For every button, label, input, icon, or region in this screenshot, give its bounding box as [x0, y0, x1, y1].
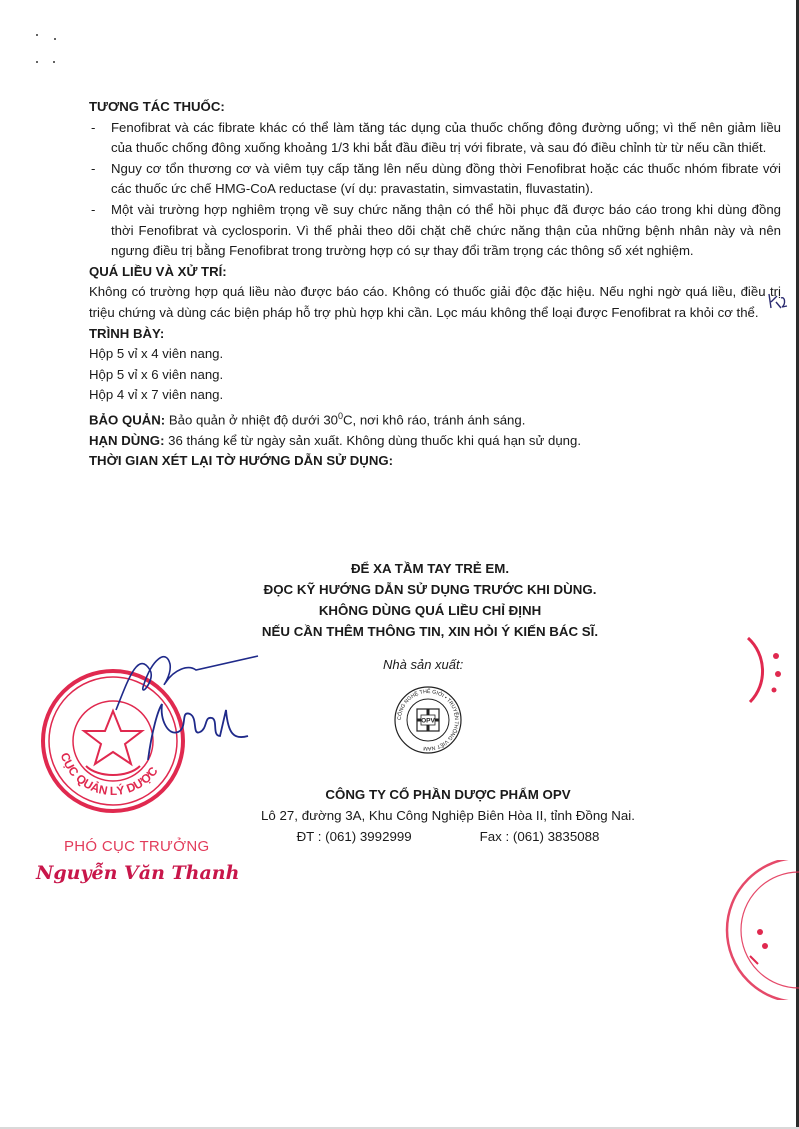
- svg-text:OPV: OPV: [421, 717, 435, 725]
- interaction-item: - Một vài trường hợp nghiêm trọng về suy chức năng thận có thể hồi phục đã được báo cáo trong khi dùng đồng thời Fenofibrat và cyclosporin. Vì thế phải theo dõi chặt chẽ chức năng thận của những bệnh nhân này và nên ngưng điều trị bằng Fenofibrat trong trường hợp có sự thay đổi trầm trọng các thông số xét nghiệm.: [91, 201, 781, 259]
- warning-line: ĐỂ XA TẦM TAY TRẺ EM.: [350, 561, 510, 576]
- package-item: Hộp 5 vỉ x 4 viên nang.: [89, 346, 224, 362]
- expiry-label: HẠN DÙNG:: [89, 432, 165, 448]
- partial-red-stamp-bottom: [650, 860, 799, 1000]
- manufacturer-label: Nhà sản xuất:: [383, 657, 464, 672]
- storage-text-end: C, nơi khô ráo, tránh ánh sáng.: [343, 412, 526, 428]
- expiry-text: 36 tháng kể từ ngày sản xuất. Không dùng thuốc khi quá hạn sử dụng.: [168, 432, 581, 448]
- bullet-dash: -: [91, 160, 96, 176]
- svg-text:CỤC QUẢN LÝ DƯỢC: CỤC QUẢN LÝ DƯỢC: [57, 750, 161, 799]
- approver-name: Nguyễn Văn Thanh: [36, 862, 240, 884]
- handwritten-margin-mark: [765, 290, 789, 312]
- company-contact: [248, 826, 648, 847]
- bullet-dash: -: [91, 201, 96, 217]
- scan-speck: [36, 61, 38, 63]
- approver-title: PHÓ CỤC TRƯỞNG: [64, 838, 210, 855]
- expiry-line: [89, 431, 781, 452]
- scan-speck: [36, 34, 38, 36]
- scan-speck: [54, 38, 56, 40]
- interaction-item: - Nguy cơ tổn thương cơ và viêm tụy cấp tăng lên nếu dùng đồng thời Fenofibrat hoặc các thuốc nhóm fibrate với các thuốc ức chế HMG-CoA reductase (ví dụ: pravastatin, simvastatin, fluvastatin).: [91, 160, 781, 197]
- opv-logo: [392, 684, 464, 756]
- overdose-heading: QUÁ LIỀU VÀ XỬ TRÍ:: [89, 263, 227, 279]
- warning-block: [240, 558, 620, 642]
- manufacturer-info: [248, 784, 648, 847]
- svg-text:CÔNG NGHỆ THẾ GIỚI • TRUYỀN TH: CÔNG NGHỆ THẾ GIỚI • TRUYỀN THỐNG VIỆT NAM: [396, 688, 460, 752]
- bullet-dash: -: [91, 119, 96, 135]
- storage-degree: 0: [337, 410, 343, 421]
- overdose-text: Không có trường hợp quá liều nào được báo cáo. Không có thuốc giải độc đặc hiệu. Nếu nghi ngờ quá liều, điều trị triệu chứng và dùng các biện pháp hỗ trợ phù hợp khi cần. Lọc máu không thể loại được Fenofibrat ra khỏi cơ thể.: [89, 284, 781, 320]
- company-phone: ĐT : (061) 3992999: [296, 829, 412, 844]
- partial-red-stamp-top: [726, 634, 799, 704]
- warning-line: NẾU CẦN THÊM THÔNG TIN, XIN HỎI Ý KIẾN BÁC SĨ.: [261, 624, 599, 639]
- company-fax: Fax : (061) 3835088: [479, 829, 600, 844]
- interaction-item: - Fenofibrat và các fibrate khác có thể làm tăng tác dụng của thuốc chống đông đường uống; vì thế nên giảm liều của thuốc chống đông xuống khoảng 1/3 khi bắt đầu điều trị với fibrate, và sau đó điều chỉnh từ từ nếu cần thiết.: [91, 119, 781, 156]
- warning-line: KHÔNG DÙNG QUÁ LIỀU CHỈ ĐỊNH: [318, 603, 542, 618]
- review-time-heading: THỜI GIAN XÉT LẠI TỜ HƯỚNG DẪN SỬ DỤNG:: [89, 453, 393, 469]
- package-item: Hộp 5 vỉ x 6 viên nang.: [89, 366, 224, 382]
- company-name: CÔNG TY CỔ PHẦN DƯỢC PHẨM OPV: [325, 787, 571, 802]
- storage-line: [89, 406, 781, 431]
- storage-label: BẢO QUẢN:: [89, 412, 166, 428]
- package-item: Hộp 4 vỉ x 7 viên nang.: [89, 387, 224, 403]
- warning-line: ĐỌC KỸ HƯỚNG DẪN SỬ DỤNG TRƯỚC KHI DÙNG.: [263, 582, 597, 597]
- presentation-heading: TRÌNH BÀY:: [89, 325, 165, 341]
- storage-text: Bảo quản ở nhiệt độ dưới 30: [168, 412, 338, 428]
- handwritten-signature: [108, 640, 268, 770]
- leaflet-body: [89, 97, 781, 472]
- scan-speck: [53, 61, 55, 63]
- interactions-heading: TƯƠNG TÁC THUỐC:: [89, 99, 225, 114]
- company-address: Lô 27, đường 3A, Khu Công Nghiệp Biên Hòa II, tỉnh Đồng Nai.: [261, 808, 635, 823]
